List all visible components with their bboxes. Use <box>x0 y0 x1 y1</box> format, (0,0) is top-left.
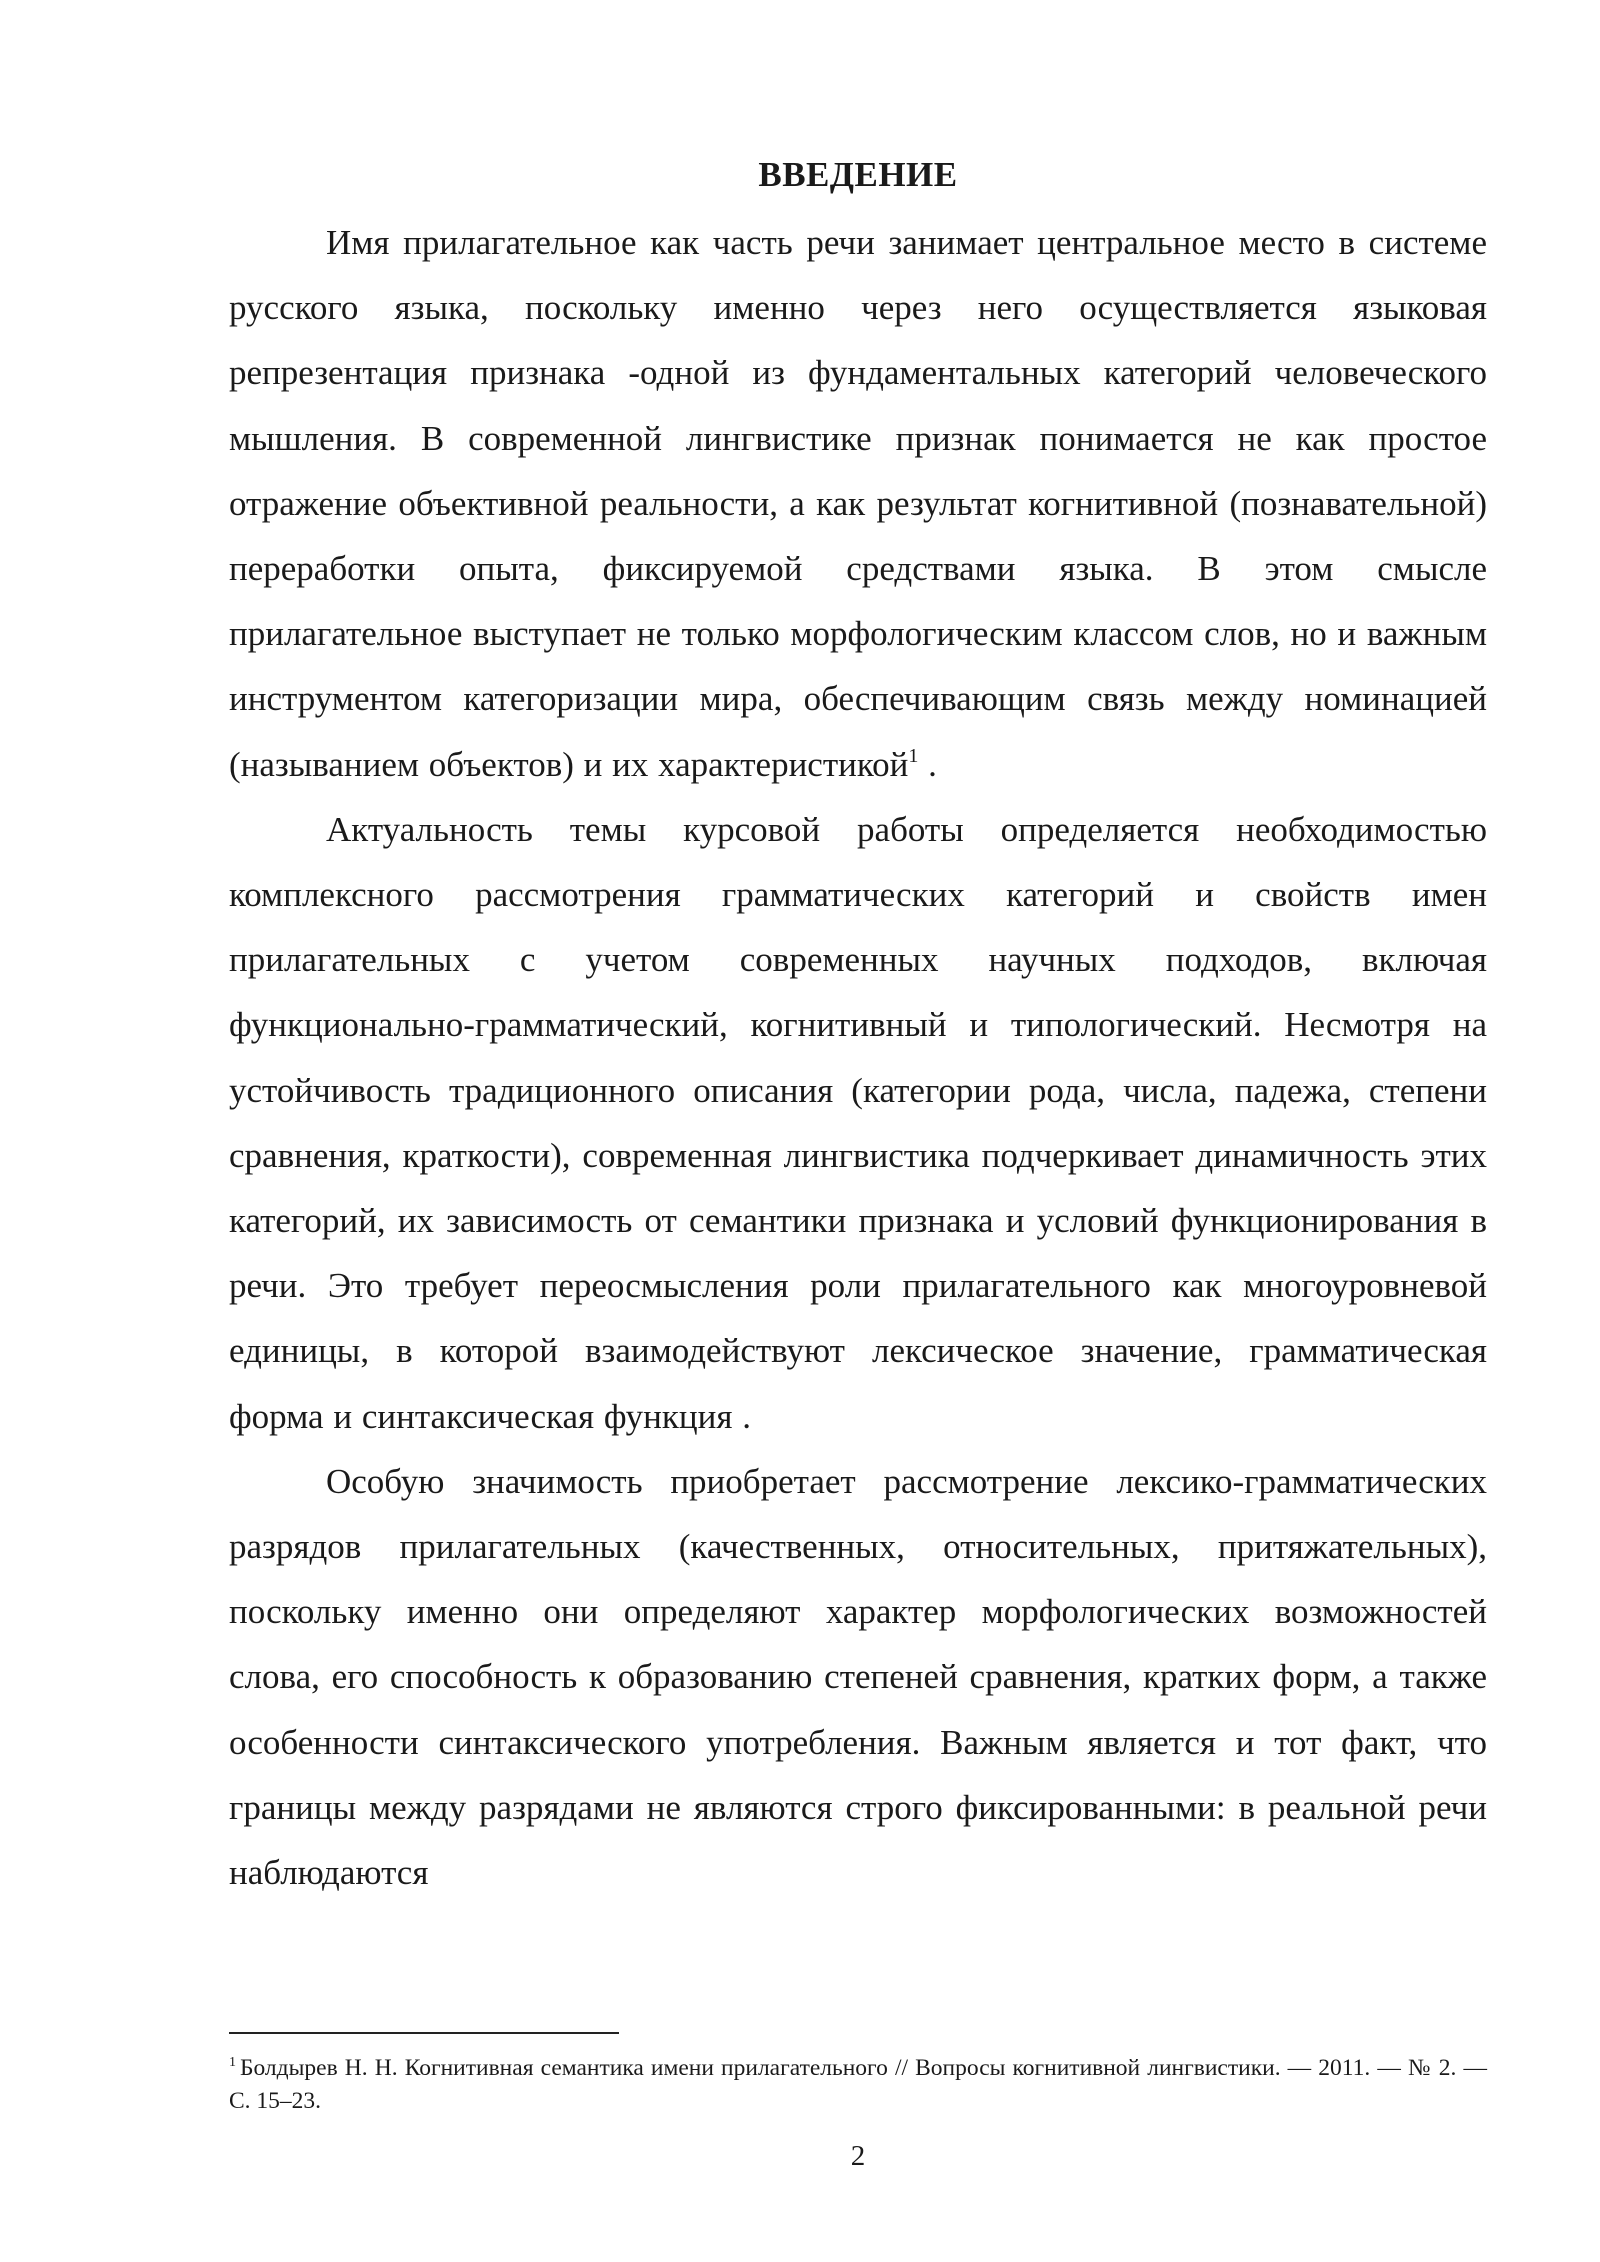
paragraph-3 <box>229 1449 1487 1905</box>
paragraph-3-text: Особую значимость приобретает рассмотрение лексико-грамматических разрядов прилагательных (качественных, относительных, притяжательных), поскольку именно они определяют характер морфологических возможностей слова, его способность к образованию степеней сравнения, кратких форм, а также особенности синтаксического употребления. Важным является и тот факт, что границы между разрядами не являются строго фиксированными: в реальной речи наблюдаются <box>229 1461 1487 1893</box>
footnote-separator <box>229 2032 619 2034</box>
section-heading: ВВЕДЕНИЕ <box>758 155 958 194</box>
paragraph-1 <box>229 210 1487 797</box>
paragraph-2 <box>229 797 1487 1449</box>
footnote <box>229 2052 1487 2118</box>
page-number: 2 <box>850 2140 866 2172</box>
footnote-reference[interactable]: 1 <box>908 744 919 767</box>
paragraph-1-text: Имя прилагательное как часть речи занимает центральное место в системе русского языка, поскольку именно через него осуществляется языковая репрезентация признака -одной из фундаментальных категорий человеческого мышления. В современной лингвистике признак понимается не как простое отражение объективной реальности, а как результат когнитивной (познавательной) переработки опыта, фиксируемой средствами языка. В этом смысле прилагательное выступает не только морфологическим классом слов, но и важным инструментом категоризации мира, обеспечивающим связь между номинацией (называнием объектов) и их характеристикой <box>229 223 1487 784</box>
footnote-mark: 1 <box>229 2055 236 2070</box>
footnote-text: Болдырев Н. Н. Когнитивная семантика имени прилагательного // Вопросы когнитивной лингвистики. — 2011. — № 2. — С. 15–23. <box>229 2055 1487 2114</box>
paragraph-2-text: Актуальность темы курсовой работы определяется необходимостью комплексного рассмотрения грамматических категорий и свойств имен прилагательных с учетом современных научных подходов, включая функционально-грамматический, когнитивный и типологический. Несмотря на устойчивость традиционного описания (категории рода, числа, падежа, степени сравнения, краткости), современная лингвистика подчеркивает динамичность этих категорий, их зависимость от семантики признака и условий функционирования в речи. Это требует переосмысления роли прилагательного как многоуровневой единицы, в которой взаимодействуют лексическое значение, грамматическая форма и синтаксическая функция . <box>229 809 1487 1436</box>
paragraph-1-ending: . <box>918 744 937 784</box>
body-text <box>229 210 1487 1905</box>
